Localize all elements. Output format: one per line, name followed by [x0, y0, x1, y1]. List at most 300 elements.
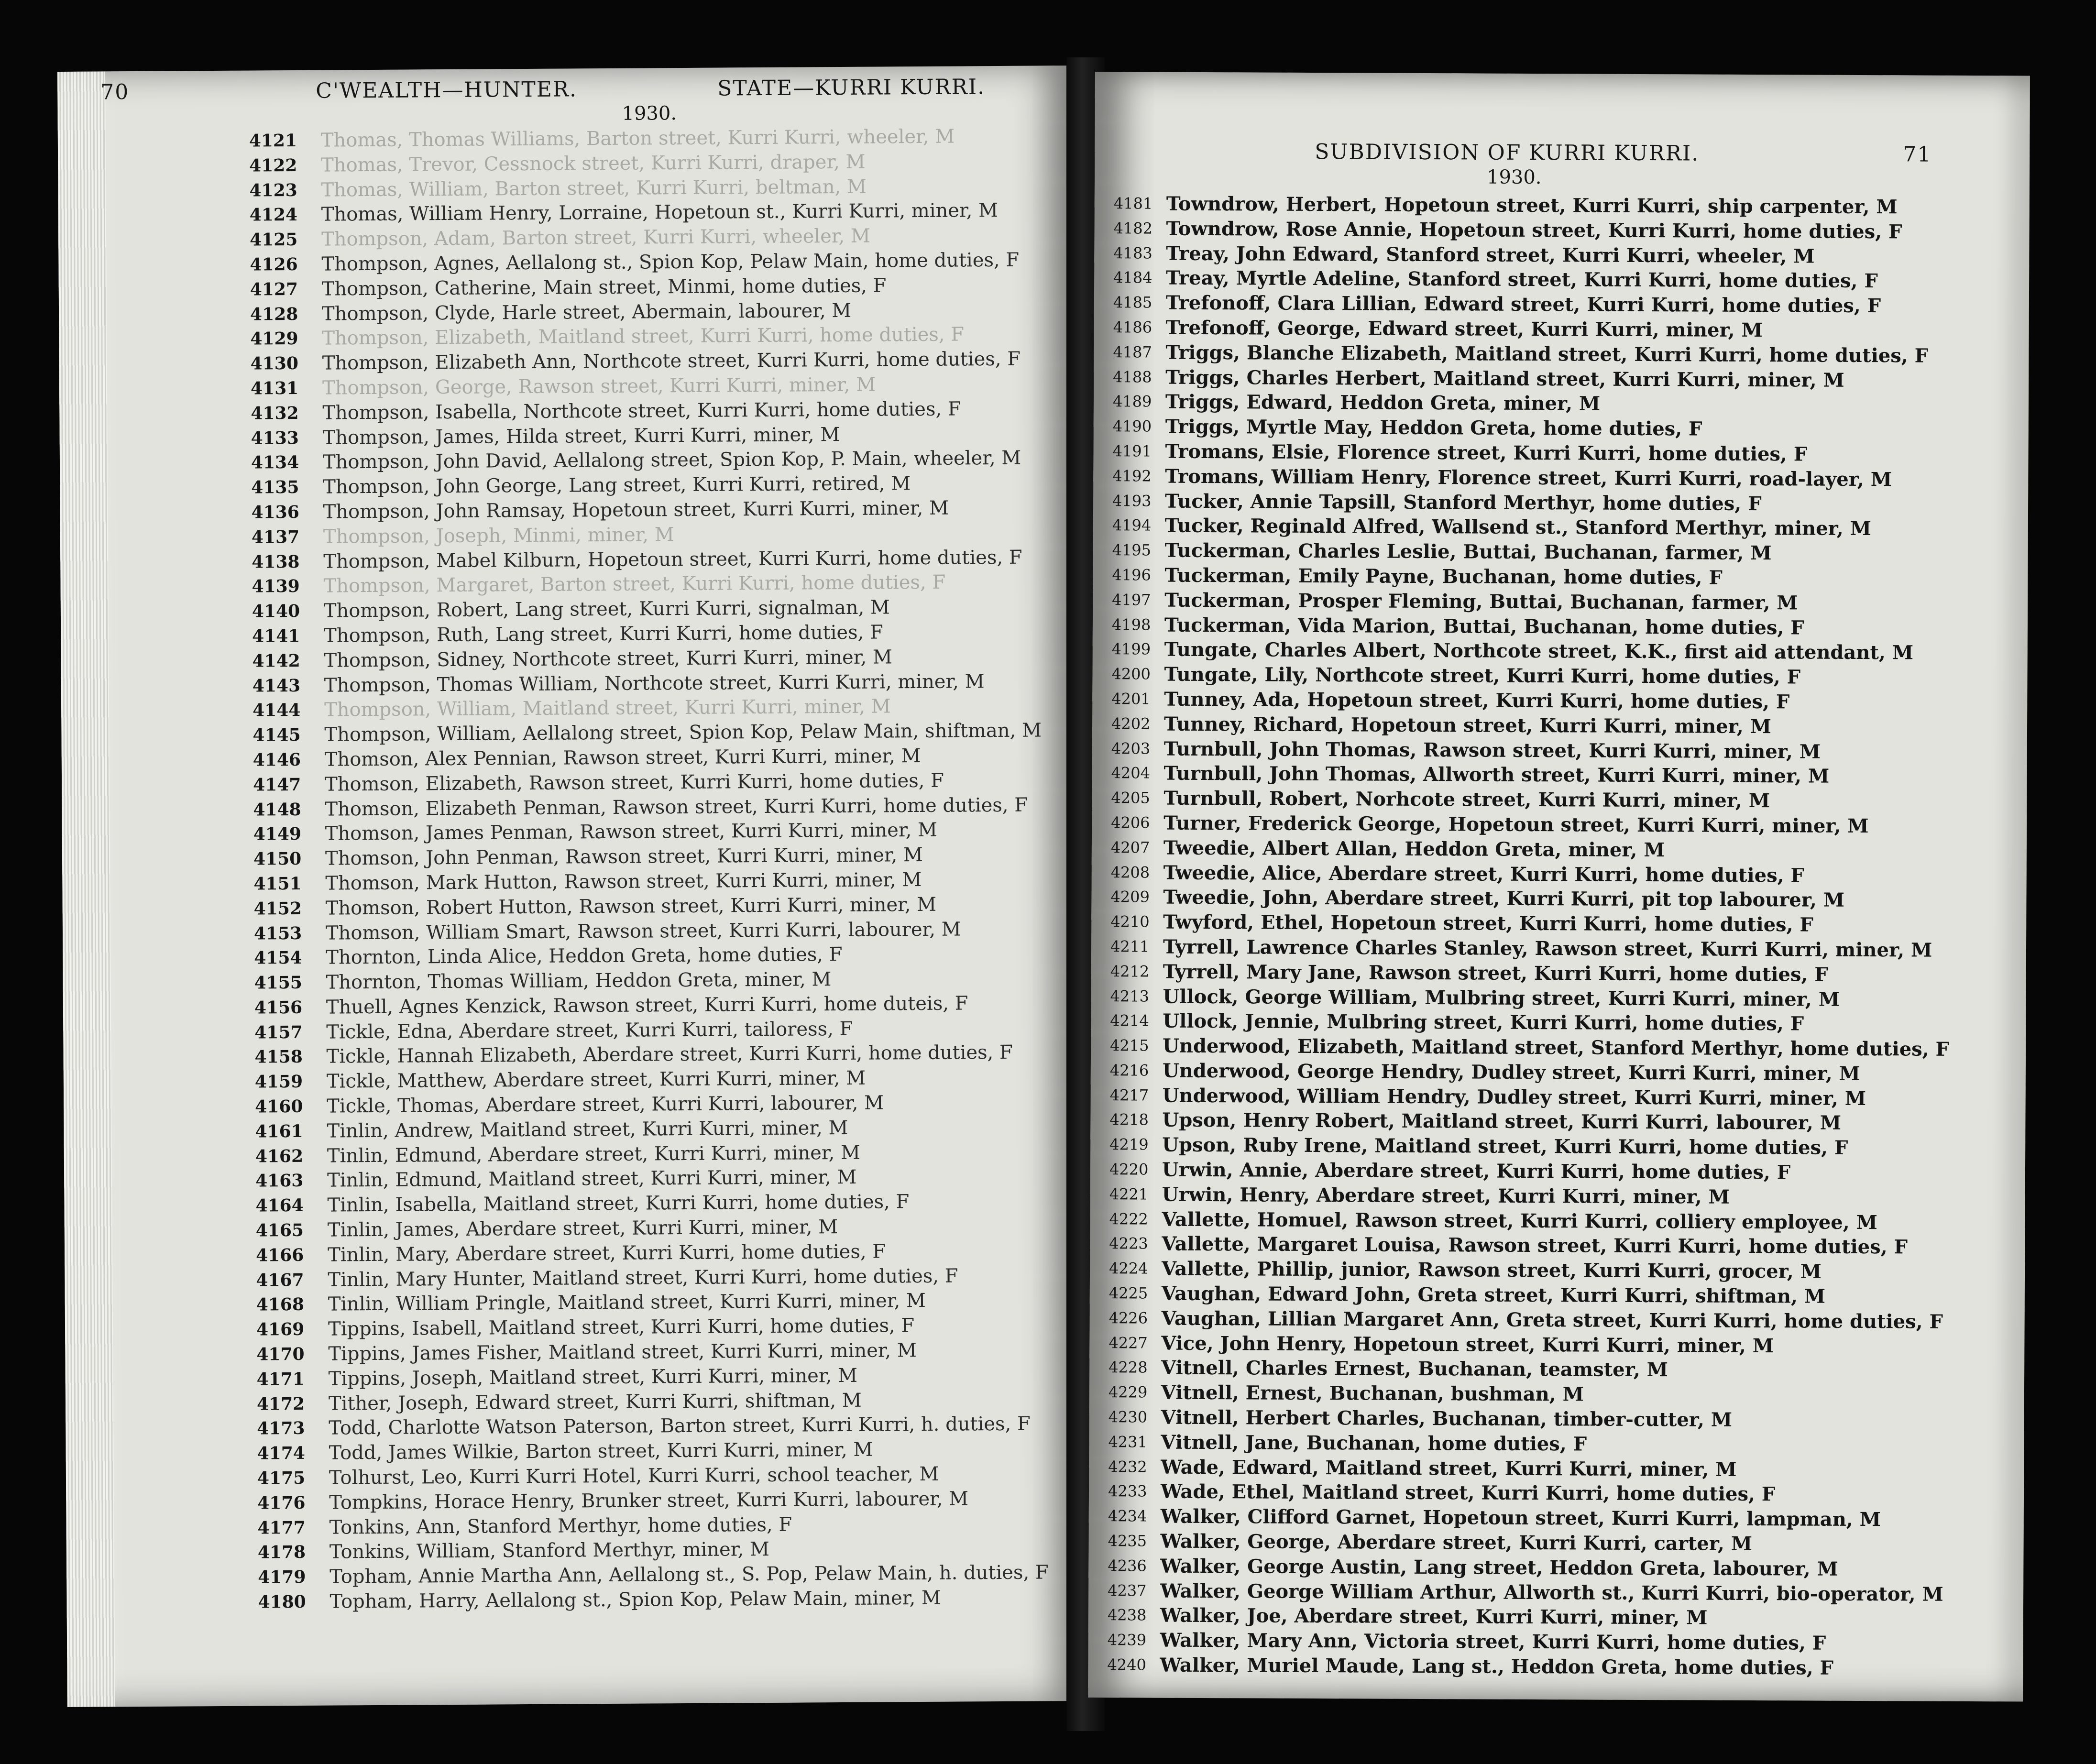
entry-number: 4160 [255, 1096, 303, 1117]
entry-number: 4169 [256, 1319, 305, 1340]
entry-number: 4233 [1108, 1482, 1147, 1501]
entry-text: Underwood, William Hendry, Dudley street, Kurri Kurri, miner, M [1162, 1084, 1866, 1110]
entry-number: 4135 [251, 477, 299, 498]
entry-text: Tuckerman, Vida Marion, Buttai, Buchanan, home duties, F [1164, 614, 1804, 639]
entry-text: Thomson, Elizabeth, Rawson street, Kurri Kurri, home duties, F [324, 769, 944, 796]
entry-text: Tinlin, Edmund, Maitland street, Kurri Kurri, miner, M [327, 1166, 857, 1192]
list-item [1111, 811, 1950, 839]
list-item [1113, 315, 1953, 343]
list-item [251, 446, 1042, 476]
right-heading: STATE—KURRI KURRI. [717, 75, 986, 101]
entry-text: Tompkins, Horace Henry, Brunker street, Kurri Kurri, labourer, M [329, 1488, 969, 1514]
entry-text: Thomas, Trevor, Cessnock street, Kurri Kurri, draper, M [321, 151, 866, 176]
entry-number: 4126 [250, 254, 298, 275]
entry-number: 4131 [250, 378, 299, 399]
entry-number: 4162 [255, 1146, 304, 1167]
entry-text: Triggs, Charles Herbert, Maitland street, Kurri Kurri, miner, M [1165, 366, 1844, 392]
list-item [254, 917, 1045, 946]
entry-number: 4210 [1110, 912, 1150, 931]
entry-text: Walker, George Austin, Lang street, Heddon Greta, labourer, M [1160, 1555, 1838, 1580]
list-item [253, 818, 1044, 847]
entry-number: 4224 [1108, 1259, 1148, 1278]
list-item [1112, 439, 1952, 467]
entry-number: 4235 [1108, 1532, 1147, 1550]
list-item [1112, 464, 1952, 492]
entry-number: 4236 [1108, 1556, 1147, 1575]
entry-text: Thompson, Robert, Lang street, Kurri Kurri, signalman, M [323, 596, 890, 622]
entry-text: Vitnell, Charles Ernest, Buchanan, teamster, M [1161, 1357, 1668, 1381]
entry-number: 4239 [1107, 1631, 1147, 1649]
entry-text: Tinlin, Andrew, Maitland street, Kurri Kurri, miner, M [327, 1117, 848, 1142]
list-item [257, 1486, 1048, 1516]
list-item [1108, 1405, 1948, 1433]
entry-text: Thompson, Sidney, Northcote street, Kurri Kurri, miner, M [324, 646, 893, 672]
list-item [1113, 414, 1952, 442]
entry-text: Vallette, Margaret Louisa, Rawson street, Kurri Kurri, home duties, F [1162, 1233, 1908, 1259]
entry-number: 4201 [1111, 690, 1151, 708]
entry-number: 4199 [1111, 640, 1151, 658]
entry-text: Triggs, Myrtle May, Heddon Greta, home duties, F [1165, 415, 1702, 440]
list-item [1110, 934, 1950, 963]
entry-number: 4168 [256, 1294, 305, 1315]
entry-number: 4208 [1110, 863, 1150, 882]
list-item [249, 124, 1040, 153]
entry-number: 4229 [1108, 1383, 1148, 1402]
entry-text: Walker, George, Aberdare street, Kurri Kurri, carter, M [1160, 1530, 1753, 1556]
entry-number: 4174 [257, 1443, 305, 1464]
entry-number: 4156 [254, 997, 303, 1018]
list-item [257, 1412, 1048, 1442]
entry-text: Urwin, Annie, Aberdare street, Kurri Kurri, home duties, F [1162, 1158, 1791, 1184]
entry-text: Thompson, George, Rawson street, Kurri Kurri, miner, M [322, 373, 876, 399]
list-item [1109, 1182, 1949, 1210]
entry-number: 4230 [1108, 1408, 1148, 1426]
entry-text: Wade, Ethel, Maitland street, Kurri Kurri, home duties, F [1160, 1480, 1776, 1506]
entry-number: 4145 [252, 725, 301, 745]
entry-text: Triggs, Edward, Heddon Greta, miner, M [1165, 391, 1601, 415]
entry-text: Thomson, Robert Hutton, Rawson street, Kurri Kurri, miner, M [325, 893, 937, 920]
entry-number: 4163 [255, 1171, 304, 1191]
entry-text: Tinlin, Isabella, Maitland street, Kurri Kurri, home duties, F [327, 1191, 910, 1216]
list-item [1108, 1455, 1947, 1483]
entry-text: Upson, Ruby Irene, Maitland street, Kurri Kurri, home duties, F [1162, 1133, 1848, 1160]
entry-number: 4172 [256, 1393, 305, 1414]
entry-text: Thompson, Isabella, Northcote street, Kurri Kurri, home duties, F [322, 398, 961, 424]
entry-number: 4137 [251, 526, 300, 548]
entry-text: Trefonoff, George, Edward street, Kurri Kurri, miner, M [1165, 316, 1763, 342]
entry-text: Thompson, Ruth, Lang street, Kurri Kurri, home duties, F [324, 621, 883, 647]
right-entry-list [1107, 191, 1953, 1681]
entry-number: 4207 [1110, 838, 1150, 857]
entry-text: Thomas, William Henry, Lorraine, Hopetoun st., Kurri Kurri, miner, M [321, 199, 999, 226]
entry-number: 4216 [1109, 1061, 1149, 1080]
entry-text: Vaughan, Edward John, Greta street, Kurri Kurri, shiftman, M [1161, 1282, 1826, 1308]
entry-text: Tinlin, James, Aberdare street, Kurri Kurri, miner, M [327, 1216, 838, 1241]
entry-number: 4212 [1110, 962, 1150, 981]
entry-number: 4197 [1112, 590, 1151, 609]
list-item [1108, 1479, 1947, 1508]
entry-number: 4138 [252, 551, 300, 572]
entry-number: 4202 [1111, 714, 1151, 733]
list-item [251, 495, 1042, 525]
entry-number: 4122 [249, 155, 297, 176]
entry-text: Ullock, Jennie, Mulbring street, Kurri Kurri, home duties, F [1163, 1009, 1804, 1035]
entry-text: Thompson, Elizabeth Ann, Northcote street, Kurri Kurri, home duties, F [322, 348, 1021, 374]
entry-number: 4221 [1109, 1185, 1149, 1204]
entry-number: 4190 [1112, 417, 1152, 436]
entry-number: 4161 [255, 1121, 303, 1142]
list-item [1109, 1207, 1948, 1235]
entry-number: 4205 [1111, 789, 1150, 807]
left-page-edges [57, 71, 115, 1707]
right-year: 1930. [1486, 166, 1542, 189]
entry-text: Tunney, Ada, Hopetoun street, Kurri Kurri, home duties, F [1164, 688, 1790, 713]
list-item [1112, 563, 1951, 591]
entry-number: 4198 [1111, 615, 1151, 634]
left-page [57, 66, 1086, 1707]
entry-text: Tickle, Thomas, Aberdare street, Kurri Kurri, labourer, M [327, 1092, 884, 1118]
entry-number: 4222 [1109, 1209, 1149, 1228]
entry-text: Tungate, Lily, Northcote street, Kurri Kurri, home duties, F [1164, 663, 1801, 689]
entry-text: Thompson, Clyde, Harle street, Abermain, labourer, M [321, 299, 852, 325]
entry-number: 4149 [253, 824, 302, 844]
list-item [1107, 1653, 1946, 1681]
right-page-heading: SUBDIVISION OF KURRI KURRI. [1315, 140, 1700, 166]
entry-text: Tweedie, Alice, Aberdare street, Kurri Kurri, home duties, F [1163, 861, 1805, 887]
entry-number: 4184 [1113, 268, 1152, 287]
entry-text: Tuckerman, Emily Payne, Buchanan, home duties, F [1164, 564, 1723, 589]
entry-number: 4204 [1111, 764, 1151, 782]
entry-number: 4127 [250, 279, 298, 300]
entry-number: 4170 [256, 1344, 305, 1365]
entry-number: 4231 [1108, 1432, 1148, 1451]
entry-number: 4154 [254, 948, 302, 968]
entry-number: 4167 [256, 1270, 304, 1291]
list-item [1110, 885, 1950, 913]
list-item [1108, 1504, 1947, 1532]
entry-text: Thompson, Catherine, Main street, Minmi, home duties, F [321, 274, 887, 300]
entry-text: Treay, Myrtle Adeline, Stanford street, Kurri Kurri, home duties, F [1166, 267, 1878, 293]
entry-text: Thompson, William, Maitland street, Kurri Kurri, miner, M [324, 695, 891, 721]
list-item [1109, 1306, 1948, 1334]
entry-text: Tweedie, Albert Allan, Heddon Greta, miner, M [1163, 836, 1665, 861]
entry-number: 4129 [250, 329, 298, 349]
entry-text: Tickle, Matthew, Aberdare street, Kurri Kurri, miner, M [326, 1067, 866, 1093]
entry-text: Vallette, Phillip, junior, Rawson street, Kurri Kurri, grocer, M [1161, 1257, 1822, 1283]
entry-text: Thompson, Agnes, Aellalong st., Spion Kop, Pelaw Main, home duties, F [321, 249, 1020, 275]
entry-text: Tither, Joseph, Edward street, Kurri Kurri, shiftman, M [328, 1389, 862, 1415]
entry-number: 4153 [253, 923, 302, 944]
list-item [1108, 1578, 1947, 1607]
entry-text: Wade, Edward, Maitland street, Kurri Kurri, miner, M [1161, 1456, 1737, 1481]
entry-number: 4141 [252, 625, 300, 646]
entry-text: Tungate, Charles Albert, Northcote street, K.K., first aid attendant, M [1164, 638, 1914, 664]
list-item [1110, 1058, 1949, 1086]
list-item [1112, 489, 1952, 517]
entry-text: Thomas, Thomas Williams, Barton street, Kurri Kurri, wheeler, M [320, 125, 955, 152]
left-entry-list [249, 124, 1049, 1615]
entry-text: Thomson, Mark Hutton, Rawson street, Kurri Kurri, miner, M [325, 868, 922, 895]
entry-text: Thompson, Thomas William, Northcote street, Kurri Kurri, miner, M [324, 670, 985, 697]
entry-number: 4227 [1108, 1333, 1148, 1352]
entry-number: 4148 [253, 799, 301, 820]
entry-text: Thompson, John Ramsay, Hopetoun street, Kurri Kurri, miner, M [323, 497, 949, 523]
entry-number: 4209 [1110, 887, 1150, 906]
entry-number: 4142 [252, 650, 300, 671]
entry-text: Trefonoff, Clara Lillian, Edward street, Kurri Kurri, home duties, F [1165, 291, 1881, 318]
entry-number: 4130 [250, 353, 299, 374]
entry-text: Tinlin, Mary, Aberdare street, Kurri Kurri, home duties, F [327, 1240, 886, 1266]
list-item [256, 1263, 1047, 1293]
list-item [1113, 365, 1952, 393]
entry-number: 4189 [1112, 392, 1152, 411]
entry-text: Topham, Harry, Aellalong st., Spion Kop, Pelaw Main, miner, M [329, 1587, 942, 1613]
list-item [1110, 959, 1950, 987]
entry-number: 4196 [1112, 566, 1151, 584]
entry-number: 4164 [255, 1195, 304, 1216]
entry-number: 4158 [254, 1047, 303, 1068]
entry-text: Underwood, Elizabeth, Maitland street, Stanford Merthyr, home duties, F [1163, 1034, 1950, 1061]
entry-number: 4124 [249, 205, 298, 225]
entry-number: 4217 [1109, 1085, 1149, 1105]
entry-text: Triggs, Blanche Elizabeth, Maitland street, Kurri Kurri, home duties, F [1165, 341, 1929, 367]
list-item [1111, 835, 1950, 864]
list-item [1113, 340, 1952, 368]
entry-text: Upson, Henry Robert, Maitland street, Kurri Kurri, labourer, M [1162, 1109, 1842, 1135]
entry-text: Tunney, Richard, Hopetoun street, Kurri Kurri, miner, M [1163, 712, 1772, 738]
entry-text: Treay, John Edward, Stanford street, Kurri Kurri, wheeler, M [1166, 242, 1815, 268]
list-item [1109, 1281, 1948, 1309]
list-item [1109, 1157, 1949, 1185]
entry-number: 4139 [252, 576, 300, 597]
entry-number: 4211 [1110, 937, 1150, 956]
list-item [1109, 1232, 1948, 1260]
entry-number: 4123 [249, 180, 297, 201]
list-item [1108, 1628, 1947, 1656]
entry-number: 4133 [251, 427, 299, 449]
entry-number: 4150 [253, 849, 302, 869]
entry-number: 4166 [256, 1245, 304, 1266]
entry-number: 4155 [254, 973, 302, 993]
entry-number: 4223 [1109, 1234, 1148, 1253]
entry-text: Turnbull, John Thomas, Rawson street, Kurri Kurri, miner, M [1163, 737, 1821, 763]
list-item [250, 248, 1041, 277]
entry-number: 4121 [249, 130, 297, 151]
entry-text: Walker, George William Arthur, Allworth st., Kurri Kurri, bio-operator, M [1160, 1579, 1943, 1606]
entry-number: 4125 [250, 230, 298, 250]
entry-number: 4195 [1112, 541, 1152, 559]
list-item [1110, 1083, 1949, 1111]
entry-text: Walker, Clifford Garnet, Hopetoun street, Kurri Kurri, lampman, M [1160, 1505, 1881, 1531]
list-item [250, 198, 1041, 228]
entry-number: 4179 [258, 1567, 306, 1588]
list-item [1113, 290, 1953, 318]
list-item [1111, 687, 1951, 715]
entry-text: Thuell, Agnes Kenzick, Rawson street, Kurri Kurri, home duteis, F [326, 992, 968, 1019]
entry-text: Tucker, Annie Tapsill, Stanford Merthyr, home duties, F [1164, 490, 1762, 515]
entry-text: Vallette, Homuel, Rawson street, Kurri Kurri, colliery employee, M [1162, 1208, 1877, 1234]
entry-text: Tolhurst, Leo, Kurri Kurri Hotel, Kurri Kurri, school teacher, M [329, 1463, 939, 1489]
entry-text: Thompson, Adam, Barton street, Kurri Kurri, wheeler, M [321, 225, 871, 251]
entry-number: 4191 [1112, 442, 1152, 460]
entry-text: Tickle, Edna, Aberdare street, Kurri Kurri, tailoress, F [326, 1018, 853, 1043]
entry-number: 4226 [1108, 1309, 1148, 1327]
entry-number: 4214 [1110, 1011, 1149, 1030]
entry-number: 4225 [1108, 1284, 1148, 1303]
entry-number: 4234 [1108, 1507, 1147, 1525]
list-item [1112, 588, 1951, 616]
list-item [1109, 1132, 1949, 1161]
entry-text: Vice, John Henry, Hopetoun street, Kurri Kurri, miner, M [1161, 1332, 1774, 1357]
entry-text: Walker, Joe, Aberdare street, Kurri Kurri, miner, M [1160, 1604, 1708, 1630]
list-item [1108, 1529, 1947, 1557]
entry-text: Tyrrell, Mary Jane, Rawson street, Kurri Kurri, home duties, F [1163, 960, 1828, 986]
entry-text: Tonkins, William, Stanford Merthyr, miner, M [329, 1538, 770, 1564]
list-item [1112, 514, 1952, 542]
entry-number: 4177 [257, 1517, 306, 1538]
list-item [1114, 191, 1953, 219]
list-item [1110, 1033, 1949, 1062]
list-item [251, 396, 1042, 426]
list-item [1111, 662, 1951, 690]
entry-text: Turnbull, Robert, Norhcote street, Kurri Kurri, miner, M [1163, 787, 1770, 812]
list-item [1113, 266, 1953, 294]
entry-text: Underwood, George Hendry, Dudley street, Kurri Kurri, miner, M [1162, 1059, 1860, 1085]
entry-text: Walker, Mary Ann, Victoria street, Kurri Kurri, home duties, F [1160, 1629, 1826, 1654]
entry-number: 4171 [256, 1369, 305, 1390]
entry-number: 4176 [257, 1492, 306, 1513]
entry-number: 4187 [1113, 342, 1152, 362]
list-item [252, 570, 1043, 600]
list-item [1109, 1256, 1948, 1284]
left-page-number: 70 [100, 80, 130, 105]
list-item [1110, 984, 1949, 1012]
entry-text: Thornton, Linda Alice, Heddon Greta, home duties, F [326, 943, 843, 969]
entry-text: Vitnell, Jane, Buchanan, home duties, F [1161, 1431, 1587, 1456]
list-item [1110, 909, 1950, 938]
entry-number: 4165 [255, 1220, 304, 1241]
entry-number: 4206 [1111, 813, 1150, 832]
entry-text: Vitnell, Ernest, Buchanan, bushman, M [1161, 1381, 1584, 1406]
entry-text: Towndrow, Rose Annie, Hopetoun street, Kurri Kurri, home duties, F [1166, 217, 1902, 243]
entry-number: 4237 [1108, 1581, 1147, 1600]
left-heading: C'WEALTH—HUNTER. [316, 77, 578, 103]
entry-text: Tinlin, William Pringle, Maitland street, Kurri Kurri, miner, M [328, 1290, 926, 1316]
entry-number: 4200 [1111, 665, 1151, 683]
list-item [251, 347, 1042, 377]
entry-number: 4128 [250, 304, 298, 325]
right-page [1088, 72, 2030, 1701]
list-item [1111, 712, 1951, 740]
list-item [1111, 761, 1950, 789]
entry-text: Tippins, Joseph, Maitland street, Kurri Kurri, miner, M [328, 1364, 858, 1390]
entry-number: 4203 [1111, 739, 1151, 758]
entry-text: Thompson, Elizabeth, Maitland street, Kurri Kurri, home duties, F [322, 323, 965, 350]
entry-text: Thompson, John George, Lang street, Kurri Kurri, retired, M [323, 472, 911, 498]
entry-text: Tippins, James Fisher, Maitland street, Kurri Kurri, miner, M [328, 1339, 917, 1365]
list-item [1112, 613, 1951, 641]
entry-number: 4192 [1112, 466, 1152, 485]
entry-number: 4147 [252, 774, 301, 795]
entry-text: Tucker, Reginald Alfred, Wallsend st., Stanford Merthyr, miner, M [1164, 515, 1872, 540]
list-item [1111, 736, 1951, 765]
entry-number: 4240 [1107, 1655, 1146, 1674]
entry-number: 4181 [1113, 194, 1153, 213]
entry-text: Topham, Annie Martha Ann, Aellalong st., S. Pop, Pelaw Main, h. duties, F [329, 1561, 1049, 1588]
entry-number: 4218 [1109, 1110, 1149, 1129]
entry-number: 4194 [1112, 516, 1152, 535]
entry-text: Ullock, George William, Mulbring street, Kurri Kurri, miner, M [1163, 985, 1840, 1011]
entry-text: Thomson, William Smart, Rawson street, Kurri Kurri, labourer, M [325, 918, 961, 944]
entry-text: Tweedie, John, Aberdare street, Kurri Kurri, pit top labourer, M [1163, 886, 1845, 912]
entry-number: 4175 [257, 1468, 306, 1489]
entry-number: 4132 [251, 403, 299, 424]
entry-text: Tromans, William Henry, Florence street, Kurri Kurri, road-layer, M [1165, 465, 1892, 491]
entry-text: Turnbull, John Thomas, Allworth street, Kurri Kurri, miner, M [1163, 762, 1830, 788]
entry-number: 4185 [1113, 293, 1152, 312]
entry-number: 4238 [1107, 1606, 1147, 1624]
entry-text: Tuckerman, Prosper Fleming, Buttai, Buchanan, farmer, M [1164, 589, 1798, 614]
list-item [1108, 1603, 1947, 1632]
entry-number: 4193 [1112, 491, 1152, 510]
list-item [252, 719, 1043, 748]
entry-number: 4182 [1113, 219, 1153, 238]
list-item [1111, 786, 1950, 814]
entry-number: 4134 [251, 452, 299, 473]
list-item [1108, 1331, 1948, 1359]
list-item [1110, 1008, 1949, 1037]
entry-number: 4173 [257, 1418, 305, 1439]
list-item [252, 669, 1043, 699]
entry-number: 4178 [257, 1542, 306, 1563]
entry-text: Walker, Muriel Maude, Lang st., Heddon Greta, home duties, F [1160, 1654, 1834, 1679]
entry-text: Thompson, Joseph, Minmi, miner, M [323, 523, 674, 548]
entry-text: Thompson, James, Hilda street, Kurri Kurri, miner, M [322, 423, 840, 449]
right-page-number: 71 [1903, 142, 1932, 167]
entry-text: Todd, James Wilkie, Barton street, Kurri Kurri, miner, M [329, 1438, 873, 1464]
entry-text: Tuckerman, Charles Leslie, Buttai, Buchanan, farmer, M [1164, 539, 1772, 565]
entry-number: 4157 [254, 1022, 303, 1043]
entry-number: 4220 [1109, 1160, 1149, 1179]
entry-text: Tonkins, Ann, Stanford Merthyr, home duties, F [329, 1513, 792, 1539]
entry-number: 4213 [1110, 986, 1150, 1006]
entry-text: Turner, Frederick George, Hopetoun street, Kurri Kurri, miner, M [1163, 811, 1869, 837]
list-item [1113, 216, 1953, 244]
entry-number: 4228 [1108, 1358, 1148, 1377]
entry-number: 4143 [252, 675, 301, 696]
entry-number: 4151 [253, 873, 302, 894]
entry-text: Thompson, Mabel Kilburn, Hopetoun street, Kurri Kurri, home duties, F [323, 546, 1022, 573]
list-item [1108, 1430, 1947, 1458]
entry-text: Tinlin, Edmund, Aberdare street, Kurri Kurri, miner, M [327, 1141, 861, 1167]
list-item [1112, 637, 1951, 666]
entry-number: 4144 [252, 700, 301, 721]
entry-text: Tyrrell, Lawrence Charles Stanley, Rawson street, Kurri Kurri, miner, M [1163, 935, 1932, 962]
entry-number: 4180 [258, 1591, 306, 1612]
entry-number: 4215 [1110, 1036, 1149, 1055]
list-item [1113, 390, 1952, 418]
list-item [254, 1041, 1045, 1070]
entry-text: Vaughan, Lillian Margaret Ann, Greta street, Kurri Kurri, home duties, F [1161, 1307, 1943, 1333]
entry-number: 4152 [253, 898, 302, 919]
entry-text: Todd, Charlotte Watson Paterson, Barton street, Kurri Kurri, h. duties, F [329, 1413, 1031, 1440]
entry-text: Thomas, William, Barton street, Kurri Kurri, beltman, M [321, 175, 867, 201]
entry-number: 4219 [1109, 1135, 1149, 1154]
list-item [1112, 538, 1952, 566]
entry-text: Twyford, Ethel, Hopetoun street, Kurri Kurri, home duties, F [1163, 910, 1813, 936]
entry-text: Tinlin, Mary Hunter, Maitland street, Kurri Kurri, home duties, F [328, 1265, 958, 1291]
entry-number: 4136 [251, 502, 299, 523]
